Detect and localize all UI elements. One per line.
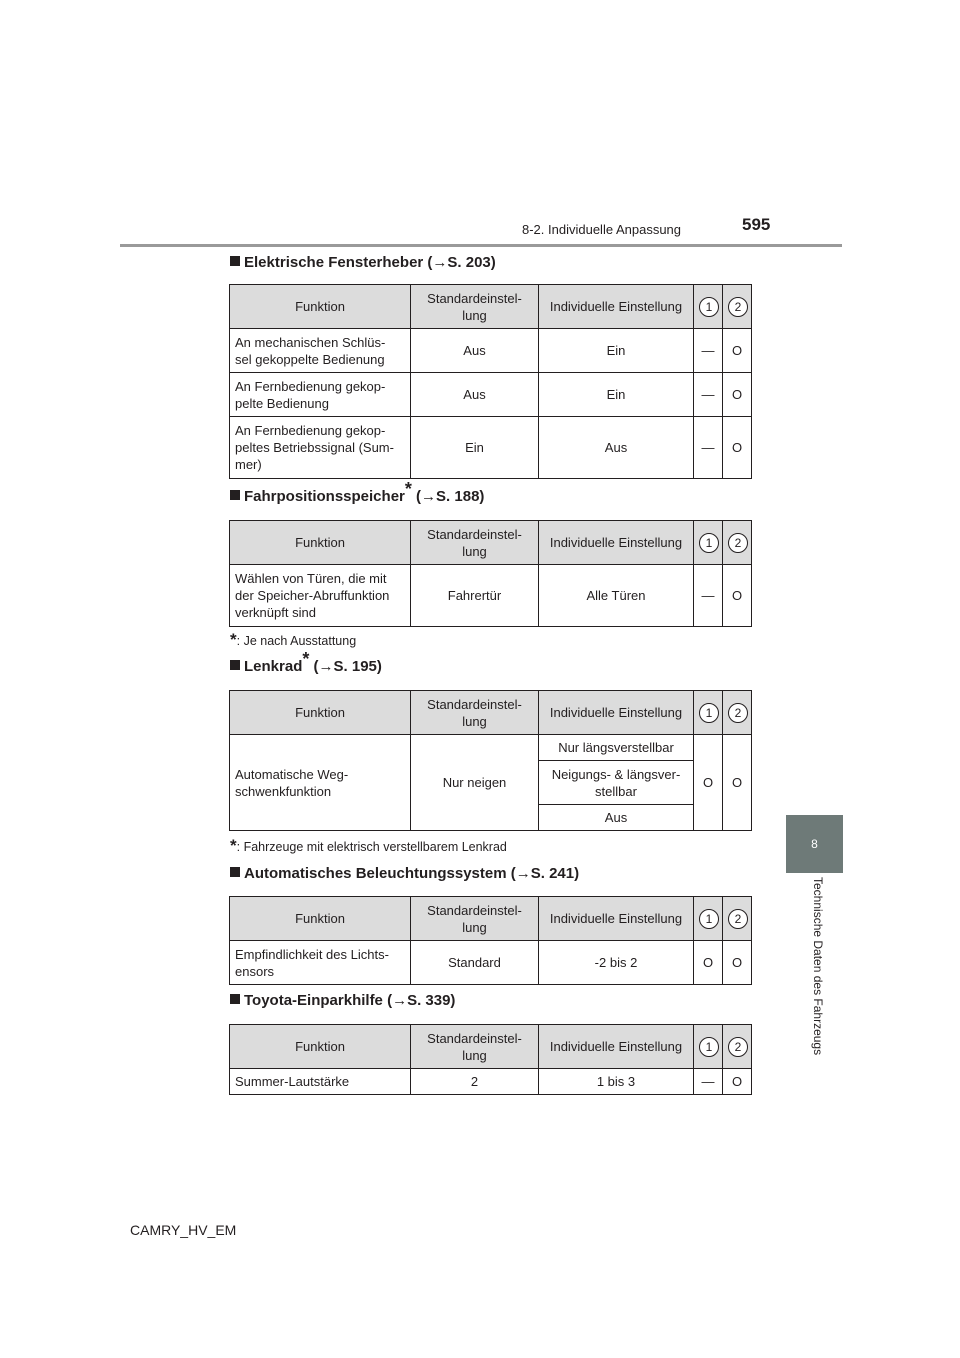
square-bullet-icon [230, 256, 240, 266]
cell-standard: Standard [411, 941, 539, 985]
section-title-text: Automatisches Beleuchtungssystem (→S. 241) [244, 865, 580, 882]
model-code: CAMRY_HV_EM [130, 1222, 237, 1238]
cell-standard: 2 [411, 1069, 539, 1095]
cell-funktion: Wählen von Türen, die mit der Speicher-Abruffunktion verknüpft sind [230, 565, 411, 627]
cell-c1: — [694, 373, 723, 417]
circled-one-icon: 1 [699, 703, 719, 723]
header-rule [120, 244, 842, 247]
cell-c2: O [723, 1069, 752, 1095]
cell-funktion: Summer-Lautstärke [230, 1069, 411, 1095]
col-2 [723, 691, 752, 735]
footnote-text: : Fahrzeuge mit elektrisch verstellbarem Lenkrad [236, 840, 507, 854]
section-title-text: Toyota-Einparkhilfe (→S. 339) [244, 992, 456, 1009]
cell-funktion: Automatische Weg- schwenkfunktion [230, 735, 411, 831]
table-row [230, 417, 752, 479]
section-title-text: Elektrische Fensterheber (→S. 203) [244, 254, 496, 271]
page-number: 595 [742, 215, 771, 234]
col-1 [694, 897, 723, 941]
col-standard: Standardeinstel- lung [411, 691, 539, 735]
col-individual: Individuelle Einstellung [539, 691, 694, 735]
table-header-row [230, 897, 752, 941]
col-individual: Individuelle Einstellung [539, 521, 694, 565]
cell-standard: Aus [411, 329, 539, 373]
circled-one-icon: 1 [699, 909, 719, 929]
section-title [230, 254, 496, 271]
table-row [230, 735, 752, 761]
col-funktion: Funktion [230, 897, 411, 941]
col-individual: Individuelle Einstellung [539, 285, 694, 329]
table-row [230, 565, 752, 627]
cell-funktion: An Fernbedienung gekop- pelte Bedienung [230, 373, 411, 417]
footnote-star: * [404, 479, 412, 499]
col-1 [694, 1025, 723, 1069]
section-title-text: Fahrpositionsspeicher [244, 488, 405, 505]
table-header-row [230, 285, 752, 329]
cell-standard: Aus [411, 373, 539, 417]
cell-c2: O [723, 329, 752, 373]
table-header-row [230, 691, 752, 735]
circled-two-icon: 2 [728, 1037, 748, 1057]
cell-c2: O [723, 735, 752, 831]
table-header-row [230, 521, 752, 565]
cell-c2: O [723, 417, 752, 479]
cell-c1: O [694, 735, 723, 831]
cell-individual: Ein [539, 373, 694, 417]
section-title [230, 479, 485, 505]
settings-table [229, 1024, 752, 1095]
footnote-text: : Je nach Ausstattung [236, 634, 357, 648]
cell-c2: O [723, 373, 752, 417]
col-standard: Standardeinstel- lung [411, 897, 539, 941]
footnote-star: * [230, 630, 237, 649]
cell-standard: Fahrertür [411, 565, 539, 627]
cell-c1: — [694, 1069, 723, 1095]
col-1 [694, 521, 723, 565]
col-standard: Standardeinstel- lung [411, 521, 539, 565]
col-2 [723, 521, 752, 565]
square-bullet-icon [230, 660, 240, 670]
cell-c2: O [723, 941, 752, 985]
col-2 [723, 285, 752, 329]
circled-one-icon: 1 [699, 1037, 719, 1057]
footnote-star: * [230, 836, 237, 855]
circled-two-icon: 2 [728, 297, 748, 317]
table-header-row [230, 1025, 752, 1069]
table-row [230, 941, 752, 985]
cell-funktion: An mechanischen Schlüs- sel gekoppelte Bedienung [230, 329, 411, 373]
footnote [230, 836, 507, 856]
col-funktion: Funktion [230, 285, 411, 329]
cell-individual: Ein [539, 329, 694, 373]
circled-two-icon: 2 [728, 533, 748, 553]
section-title [230, 649, 382, 675]
cell-individual: 1 bis 3 [539, 1069, 694, 1095]
settings-table [229, 284, 752, 479]
table-row [230, 1069, 752, 1095]
cell-c2: O [723, 565, 752, 627]
table-row [230, 373, 752, 417]
col-1 [694, 691, 723, 735]
square-bullet-icon [230, 490, 240, 500]
cell-funktion: Empfindlichkeit des Lichts- ensors [230, 941, 411, 985]
circled-two-icon: 2 [728, 703, 748, 723]
settings-table [229, 520, 752, 627]
cell-individual-option: Nur längsverstellbar [539, 735, 694, 761]
settings-table [229, 896, 752, 985]
col-individual: Individuelle Einstellung [539, 1025, 694, 1069]
square-bullet-icon [230, 867, 240, 877]
settings-table [229, 690, 752, 831]
col-funktion: Funktion [230, 691, 411, 735]
col-funktion: Funktion [230, 521, 411, 565]
header-section: 8-2. Individuelle Anpassung [522, 222, 682, 237]
section-title-ref: (→S. 195) [309, 658, 382, 675]
section-title-ref: (→S. 188) [411, 488, 485, 505]
section-title [230, 865, 579, 882]
cell-individual: Aus [539, 417, 694, 479]
cell-c1: O [694, 941, 723, 985]
section-title [230, 992, 455, 1009]
footnote-star: * [302, 649, 310, 669]
circled-one-icon: 1 [699, 533, 719, 553]
col-funktion: Funktion [230, 1025, 411, 1069]
col-individual: Individuelle Einstellung [539, 897, 694, 941]
square-bullet-icon [230, 994, 240, 1004]
chapter-tab: 8 [786, 815, 843, 873]
cell-c1: — [694, 417, 723, 479]
footnote [230, 630, 356, 650]
cell-standard: Nur neigen [411, 735, 539, 831]
col-2 [723, 1025, 752, 1069]
cell-c1: — [694, 329, 723, 373]
section-title-text: Lenkrad [244, 658, 303, 675]
cell-individual: -2 bis 2 [539, 941, 694, 985]
col-standard: Standardeinstel- lung [411, 285, 539, 329]
circled-two-icon: 2 [728, 909, 748, 929]
table-row [230, 329, 752, 373]
cell-c1: — [694, 565, 723, 627]
col-2 [723, 897, 752, 941]
col-1 [694, 285, 723, 329]
cell-standard: Ein [411, 417, 539, 479]
cell-individual-option: Neigungs- & längsver- stellbar [539, 761, 694, 805]
col-standard: Standardeinstel- lung [411, 1025, 539, 1069]
cell-funktion: An Fernbedienung gekop- peltes Betriebssignal (Sum- mer) [230, 417, 411, 479]
circled-one-icon: 1 [699, 297, 719, 317]
cell-individual-option: Aus [539, 805, 694, 831]
chapter-label: Technische Daten des Fahrzeugs [811, 877, 825, 1056]
cell-individual: Alle Türen [539, 565, 694, 627]
